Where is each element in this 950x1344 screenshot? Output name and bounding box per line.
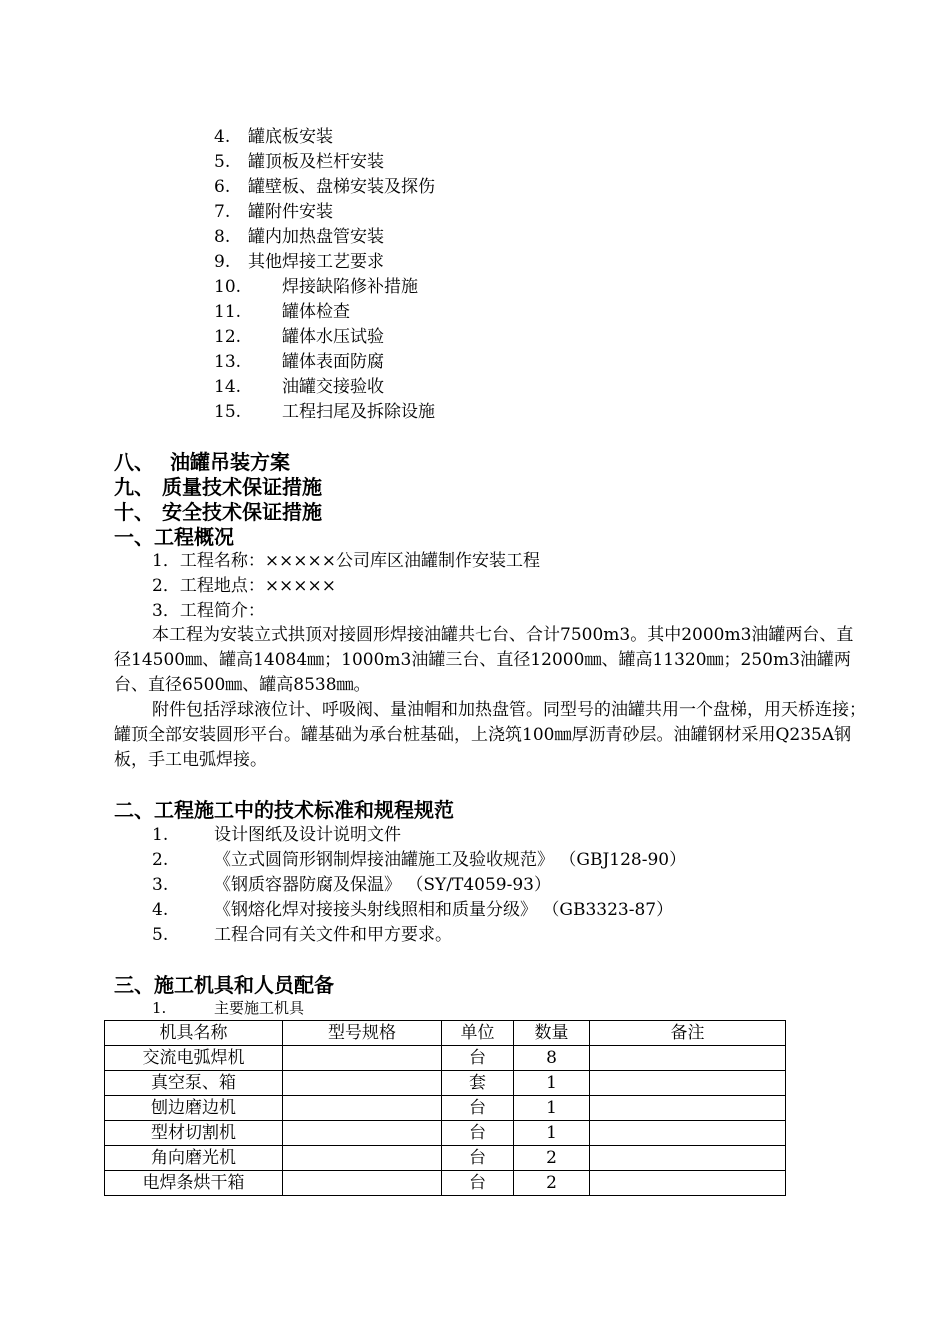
table-cell	[283, 1146, 442, 1171]
toc-step-9: 9. 其他焊接工艺要求	[214, 252, 384, 272]
table-cell: 套	[442, 1071, 514, 1096]
tools-subtitle: 1. 主要施工机具	[152, 999, 305, 1017]
table-cell: 台	[442, 1046, 514, 1071]
project-location: 2．工程地点：×××××	[152, 576, 337, 596]
table-cell: 台	[442, 1096, 514, 1121]
table-header: 单位	[442, 1021, 514, 1046]
toc-section-8: 八、 油罐吊装方案	[114, 450, 290, 474]
table-header: 备注	[590, 1021, 786, 1046]
table-row	[105, 1096, 786, 1121]
table-cell	[590, 1171, 786, 1196]
standard-item: 3. 《钢质容器防腐及保温》 （SY/T4059-93）	[152, 875, 551, 895]
table-cell: 真空泵、箱	[105, 1071, 283, 1096]
table-header: 数量	[514, 1021, 590, 1046]
section-1-title: 一、工程概况	[114, 525, 234, 549]
table-cell	[283, 1096, 442, 1121]
table-cell: 1	[514, 1096, 590, 1121]
table-cell	[590, 1096, 786, 1121]
table-cell	[283, 1046, 442, 1071]
standard-item: 1. 设计图纸及设计说明文件	[152, 825, 401, 845]
table-cell: 交流电弧焊机	[105, 1046, 283, 1071]
table-cell	[283, 1071, 442, 1096]
toc-step-14: 14. 油罐交接验收	[214, 377, 384, 397]
project-name: 1．工程名称：×××××公司库区油罐制作安装工程	[152, 551, 541, 571]
toc-section-9: 九、 质量技术保证措施	[114, 475, 322, 499]
tools-table	[104, 1020, 786, 1196]
toc-step-8: 8. 罐内加热盘管安装	[214, 227, 384, 247]
toc-step-10: 10. 焊接缺陷修补措施	[214, 277, 418, 297]
toc-section-10: 十、 安全技术保证措施	[114, 500, 322, 524]
table-cell: 台	[442, 1121, 514, 1146]
table-cell: 型材切割机	[105, 1121, 283, 1146]
toc-step-12: 12. 罐体水压试验	[214, 327, 384, 347]
table-header-row	[105, 1021, 786, 1046]
toc-step-7: 7. 罐附件安装	[214, 202, 333, 222]
project-intro-label: 3．工程简介：	[152, 601, 265, 621]
toc-step-15: 15. 工程扫尾及拆除设施	[214, 402, 435, 422]
section-3-title: 三、施工机具和人员配备	[114, 973, 334, 997]
table-cell	[283, 1121, 442, 1146]
table-cell: 1	[514, 1071, 590, 1096]
table-cell: 2	[514, 1171, 590, 1196]
table-cell: 台	[442, 1146, 514, 1171]
toc-step-5: 5. 罐顶板及栏杆安装	[214, 152, 384, 172]
table-header: 机具名称	[105, 1021, 283, 1046]
table-row	[105, 1171, 786, 1196]
table-cell: 8	[514, 1046, 590, 1071]
table-cell	[283, 1171, 442, 1196]
table-cell: 2	[514, 1146, 590, 1171]
table-cell: 1	[514, 1121, 590, 1146]
section-2-title: 二、工程施工中的技术标准和规程规范	[114, 798, 454, 822]
table-cell: 台	[442, 1171, 514, 1196]
table-row	[105, 1146, 786, 1171]
table-row	[105, 1046, 786, 1071]
toc-step-6: 6. 罐壁板、盘梯安装及探伤	[214, 177, 435, 197]
table-cell	[590, 1146, 786, 1171]
table-cell	[590, 1121, 786, 1146]
table-header: 型号规格	[283, 1021, 442, 1046]
table-cell	[590, 1071, 786, 1096]
table-cell: 刨边磨边机	[105, 1096, 283, 1121]
toc-step-13: 13. 罐体表面防腐	[214, 352, 384, 372]
toc-step-11: 11. 罐体检查	[214, 302, 350, 322]
table-cell: 电焊条烘干箱	[105, 1171, 283, 1196]
standard-item: 2. 《立式圆筒形钢制焊接油罐施工及验收规范》 （GBJ128-90）	[152, 850, 687, 870]
project-accessories-paragraph: 附件包括浮球液位计、呼吸阀、量油帽和加热盘管。同型号的油罐共用一个盘梯，用天桥连接；罐顶全部安装圆形平台。罐基础为承台桩基础，上浇筑100㎜厚沥青砂层。油罐钢材采用Q235A钢板，手工电弧焊接。	[114, 700, 866, 770]
table-cell	[590, 1046, 786, 1071]
table-row	[105, 1071, 786, 1096]
table-cell: 角向磨光机	[105, 1146, 283, 1171]
table-row	[105, 1121, 786, 1146]
standard-item: 4. 《钢熔化焊对接接头射线照相和质量分级》 （GB3323-87）	[152, 900, 674, 920]
project-intro-paragraph: 本工程为安装立式拱顶对接圆形焊接油罐共七台、合计7500m3。其中2000m3油罐两台、直径14500㎜、罐高14084㎜；1000m3油罐三台、直径12000㎜、罐高11320㎜；250m3油罐两台、直径6500㎜、罐高8538㎜。	[114, 625, 854, 695]
toc-step-4: 4. 罐底板安装	[214, 127, 333, 147]
standard-item: 5. 工程合同有关文件和甲方要求。	[152, 925, 452, 945]
